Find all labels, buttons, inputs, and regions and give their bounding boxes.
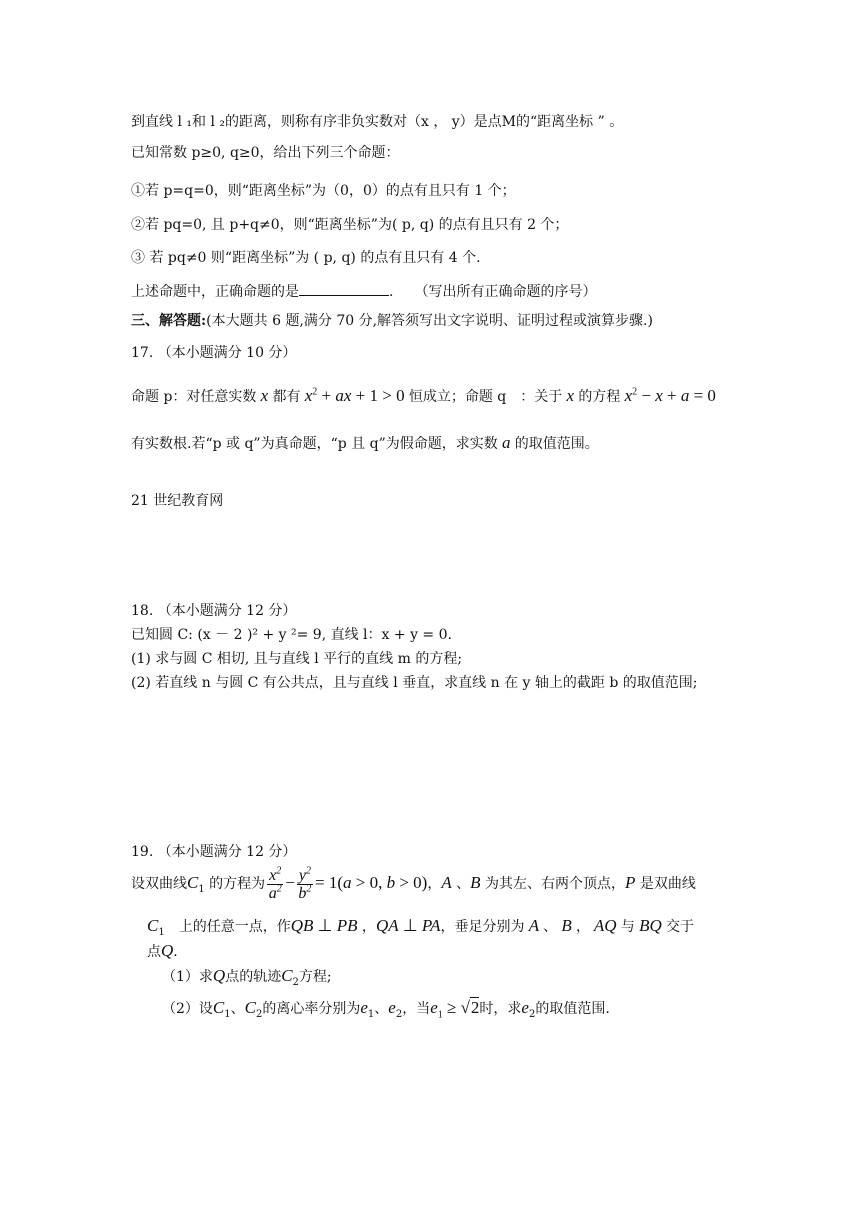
text-span: ，垂足分别为 bbox=[440, 919, 525, 935]
text-line: 到直线 l ₁和 l ₂的距离，则称有序非负实数对（x ， y）是点M的“距离坐标 ” 。 bbox=[131, 114, 624, 130]
problem-text: 已知圆 C: (x － 2 )² + y ²= 9, 直线 l：x + y = 0. bbox=[131, 627, 452, 643]
text-span: 的取值范围. bbox=[535, 1001, 610, 1017]
text-span: 的离心率分别为 bbox=[262, 1001, 361, 1017]
text-span: 点的轨迹 bbox=[225, 969, 282, 985]
fraction: $\frac{y^2}{b^2}$ bbox=[298, 865, 312, 902]
problem-item: （2）设$C_1$、$C_2$的离心率分别为$e_1$、$e_2$，当$e_1 \ge √2$时，求$e_2$的取值范围. bbox=[162, 998, 610, 1021]
problem-item: （1）求Q点的轨迹$C_2$方程; bbox=[162, 966, 332, 988]
text-span: 恒成立；命题 q ：关于 bbox=[408, 389, 563, 405]
text-span: 点 bbox=[147, 944, 161, 960]
text-span: ，当 bbox=[402, 1001, 431, 1017]
problem-text: 设双曲线$C_1$ 的方程为 $\frac{x^2}{a^2}$ − $\frac{y^2}{b^2}$ = 1(a > 0, b > 0)，A 、B 为其左、右两个顶点，P 是双曲线 bbox=[131, 865, 696, 902]
problem-item: (1) 求与圆 C 相切, 且与直线 l 平行的直线 m 的方程; bbox=[131, 651, 463, 667]
problem-text: 点Q. bbox=[147, 941, 178, 960]
section-instructions: (本大题共 6 题,满分 70 分,解答须写出文字说明、证明过程或演算步骤.) bbox=[206, 313, 653, 329]
proposition-item: ①若 p=q=0，则“距离坐标”为（0，0）的点有且只有 1 个； bbox=[131, 183, 516, 199]
text-span: 方程; bbox=[298, 969, 332, 985]
text-span: 设双曲线 bbox=[131, 876, 187, 892]
text-line: 已知常数 p≥0, q≥0，给出下列三个命题： bbox=[131, 145, 400, 161]
fill-blank-question bbox=[131, 281, 596, 302]
text-span: 为其左、右两个顶点， bbox=[485, 876, 626, 892]
proposition-item: ③ 若 pq≠0 则“距离坐标”为 ( p, q) 的点有且只有 4 个. bbox=[131, 250, 481, 266]
text-span: 命题 p：对任意实数 bbox=[131, 389, 257, 405]
text-span: ， bbox=[427, 876, 442, 892]
text-span: 是双曲线 bbox=[639, 876, 696, 892]
text-span: 时，求 bbox=[479, 1001, 522, 1017]
text-span: 有实数根.若“p 或 q”为真命题，“p 且 q”为假命题，求实数 bbox=[131, 436, 498, 452]
text-span: （2）设 bbox=[162, 1001, 213, 1017]
text-span: 与 bbox=[620, 919, 635, 935]
problem-item: (2) 若直线 n 与圆 C 有公共点，且与直线 l 垂直，求直线 n 在 y 轴上的截距 b 的取值范围; bbox=[131, 675, 698, 691]
text-span: 上的任意一点，作 bbox=[178, 919, 291, 935]
problem-text: $C_1$ 上的任意一点，作QB ⊥ PB ，QA ⊥ PA，垂足分别为 A 、 B ， AQ 与 BQ 交于 bbox=[147, 916, 694, 938]
answer-blank bbox=[299, 281, 389, 296]
text-span: 的方程为 bbox=[209, 876, 266, 892]
text-span: 都有 bbox=[272, 389, 301, 405]
text-span: （1）求 bbox=[162, 969, 213, 985]
fraction: $\frac{x^2}{a^2}$ bbox=[268, 865, 282, 902]
watermark-text: 21 世纪教育网 bbox=[131, 493, 224, 509]
proposition-item: ②若 pq=0, 且 p+q≠0，则“距离坐标”为( p, q) 的点有且只有 2 个； bbox=[131, 217, 569, 233]
problem-text: 命题 p：对任意实数 x 都有 $x^2$ + ax + 1 > 0 恒成立；命题 q ：关于 x 的方程 $x^2 - x + a = 0$ bbox=[131, 386, 716, 405]
question-note: . （写出所有正确命题的序号） bbox=[389, 284, 597, 300]
problem-text: 有实数根.若“p 或 q”为真命题，“p 且 q”为假命题，求实数 a 的取值范围。 bbox=[131, 433, 599, 452]
text-span: 的方程 bbox=[578, 389, 621, 405]
question-text: 上述命题中，正确命题的是 bbox=[131, 284, 299, 300]
text-span: 的取值范围。 bbox=[514, 436, 599, 452]
section-title: 三、解答题: bbox=[131, 313, 207, 329]
problem-title: 18. （本小题满分 12 分） bbox=[131, 603, 297, 619]
problem-title: 19. （本小题满分 12 分） bbox=[131, 844, 297, 860]
problem-title: 17. （本小题满分 10 分） bbox=[131, 345, 297, 361]
text-span: 交于 bbox=[666, 919, 694, 935]
section-heading bbox=[131, 311, 653, 331]
